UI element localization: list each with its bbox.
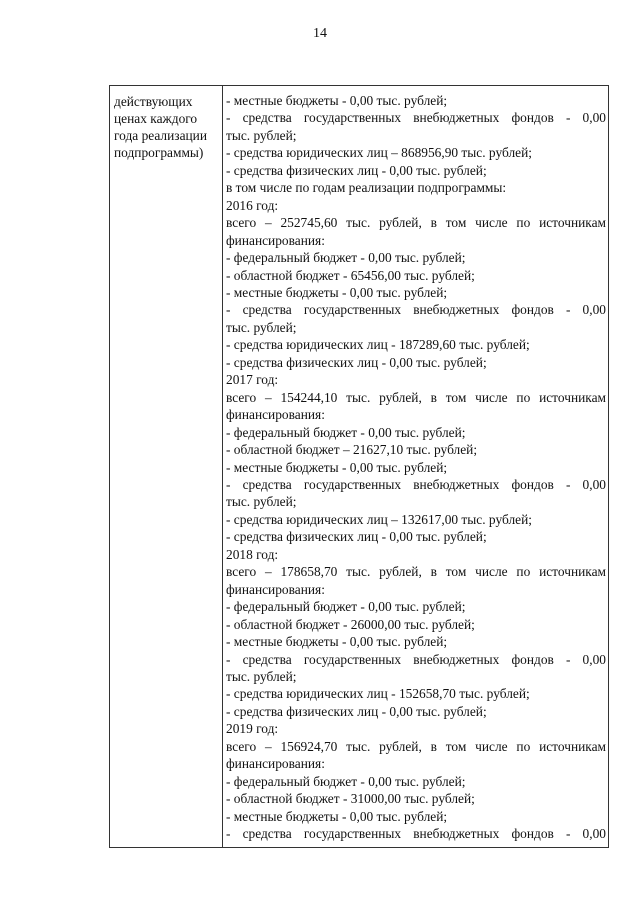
content-line: - областной бюджет - 26000,00 тыс. рублей; [226, 616, 475, 632]
label-line: ценах каждого [114, 111, 198, 126]
content-line: - средства физических лиц - 0,00 тыс. рублей; [226, 529, 487, 545]
content-line: - областной бюджет – 21627,10 тыс. рублей; [226, 442, 478, 458]
content-line: - средства юридических лиц – 132617,00 тыс. рублей; [226, 511, 532, 527]
content-line: финансирования: [226, 232, 325, 248]
table-label-cell [110, 86, 223, 847]
content-line: - средства государственных внебюджетных фондов - 0,00 [226, 110, 606, 126]
content-line: финансирования: [226, 407, 325, 423]
content-line: тыс. рублей; [226, 494, 297, 510]
content-line: - средства государственных внебюджетных фондов - 0,00 [226, 651, 606, 667]
content-line: - средства государственных внебюджетных фондов - 0,00 [226, 476, 606, 492]
content-line: - средства государственных внебюджетных фондов - 0,00 [226, 826, 606, 842]
content-line: - местные бюджеты - 0,00 тыс. рублей; [226, 634, 448, 650]
financing-table [109, 85, 609, 848]
table-content-cell [223, 86, 608, 847]
content-line: тыс. рублей; [226, 319, 297, 335]
content-line: - местные бюджеты - 0,00 тыс. рублей; [226, 284, 448, 300]
content-line: всего – 154244,10 тыс. рублей, в том числе по источникам [226, 389, 606, 405]
content-line: финансирования: [226, 581, 325, 597]
content-line: 2016 год: [226, 197, 279, 213]
content-line: в том числе по годам реализации подпрограммы: [226, 180, 507, 196]
label-line: действующих [114, 94, 193, 109]
content-line: 2018 год: [226, 546, 279, 562]
content-line: тыс. рублей; [226, 127, 297, 143]
content-line: - местные бюджеты - 0,00 тыс. рублей; [226, 808, 448, 824]
content-line: финансирования: [226, 756, 325, 772]
content-line: - средства физических лиц - 0,00 тыс. рублей; [226, 162, 487, 178]
content-line: - средства физических лиц - 0,00 тыс. рублей; [226, 354, 487, 370]
content-line: - местные бюджеты - 0,00 тыс. рублей; [226, 93, 448, 108]
content-line: тыс. рублей; [226, 668, 297, 684]
label-line: года реализации [114, 128, 208, 143]
content-line: - средства физических лиц - 0,00 тыс. рублей; [226, 703, 487, 719]
content-line: - средства юридических лиц - 152658,70 тыс. рублей; [226, 686, 530, 702]
content-line: всего – 156924,70 тыс. рублей, в том числе по источникам [226, 738, 606, 754]
content-line: - областной бюджет - 65456,00 тыс. рублей; [226, 267, 475, 283]
content-line: - федеральный бюджет - 0,00 тыс. рублей; [226, 424, 466, 440]
label-line: подпрограммы) [114, 145, 204, 160]
content-line: - федеральный бюджет - 0,00 тыс. рублей; [226, 250, 466, 266]
content-line: - федеральный бюджет - 0,00 тыс. рублей; [226, 773, 466, 789]
content-line: - средства юридических лиц - 187289,60 тыс. рублей; [226, 337, 530, 353]
content-line: - местные бюджеты - 0,00 тыс. рублей; [226, 459, 448, 475]
content-line: - федеральный бюджет - 0,00 тыс. рублей; [226, 599, 466, 615]
content-line: - средства государственных внебюджетных фондов - 0,00 [226, 302, 606, 318]
page-number: 14 [313, 26, 327, 41]
content-line: - областной бюджет - 31000,00 тыс. рублей; [226, 791, 475, 807]
content-line: всего – 252745,60 тыс. рублей, в том числе по источникам [226, 215, 606, 231]
content-line: 2017 год: [226, 372, 279, 388]
content-line: - средства юридических лиц – 868956,90 тыс. рублей; [226, 145, 532, 161]
content-line: 2019 год: [226, 721, 279, 737]
content-line: всего – 178658,70 тыс. рублей, в том числе по источникам [226, 564, 606, 580]
